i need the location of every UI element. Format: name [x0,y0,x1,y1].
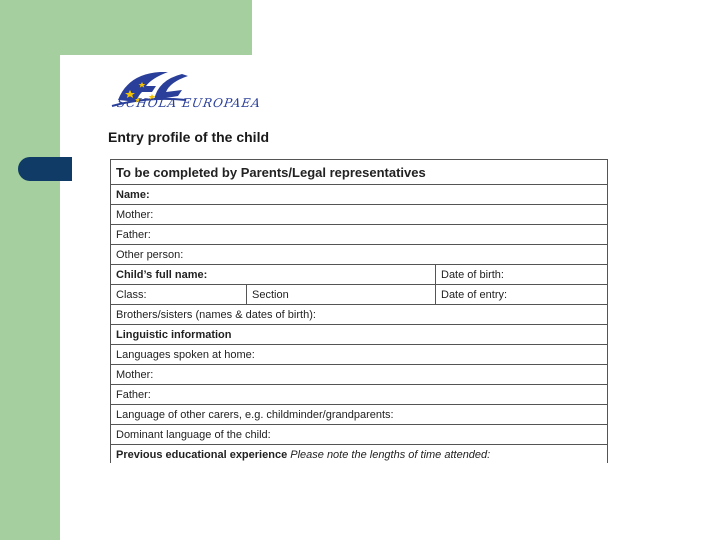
table-row [111,305,608,325]
table-row [111,205,608,225]
green-sidebar-strip [0,0,60,540]
table-row [111,265,608,285]
languages-home-field[interactable]: Languages spoken at home: [111,345,608,365]
other-carers-language-field[interactable]: Language of other carers, e.g. childminder/grandparents: [111,405,608,425]
table-row [111,365,608,385]
dominant-language-field[interactable]: Dominant language of the child: [111,425,608,445]
entry-profile-form [110,159,608,464]
date-of-birth-field[interactable]: Date of birth: [436,265,608,285]
other-person-field[interactable]: Other person: [111,245,608,265]
previous-education-field[interactable] [111,445,608,465]
page-title: Entry profile of the child [108,129,270,145]
table-row [111,425,608,445]
siblings-field[interactable]: Brothers/sisters (names & dates of birth): [111,305,608,325]
mother-field[interactable]: Mother: [111,205,608,225]
form-header: To be completed by Parents/Legal representatives [111,160,608,185]
green-top-band [60,0,252,55]
table-row [111,245,608,265]
mother-language-field[interactable]: Mother: [111,365,608,385]
name-field[interactable]: Name: [111,185,608,205]
table-row [111,185,608,205]
full-name-field[interactable]: Child’s full name: [111,265,436,285]
previous-education-note: Please note the lengths of time attended: [290,448,491,461]
father-language-field[interactable]: Father: [111,385,608,405]
table-row [111,385,608,405]
linguistic-section-heading: Linguistic information [111,325,608,345]
table-row [111,405,608,425]
table-row [111,345,608,365]
rounded-corner [60,55,100,95]
father-field[interactable]: Father: [111,225,608,245]
logo-text: SCHOLA EUROPAEA [116,96,262,110]
class-field[interactable]: Class: [111,285,247,305]
table-row [111,225,608,245]
section-field[interactable]: Section [247,285,436,305]
page-cutoff [108,463,613,473]
table-row [111,160,608,185]
navy-pill-marker [18,157,72,181]
date-of-entry-field[interactable]: Date of entry: [436,285,608,305]
previous-education-label: Previous educational experience [116,448,288,461]
table-row [111,325,608,345]
table-row [111,285,608,305]
table-row [111,445,608,465]
